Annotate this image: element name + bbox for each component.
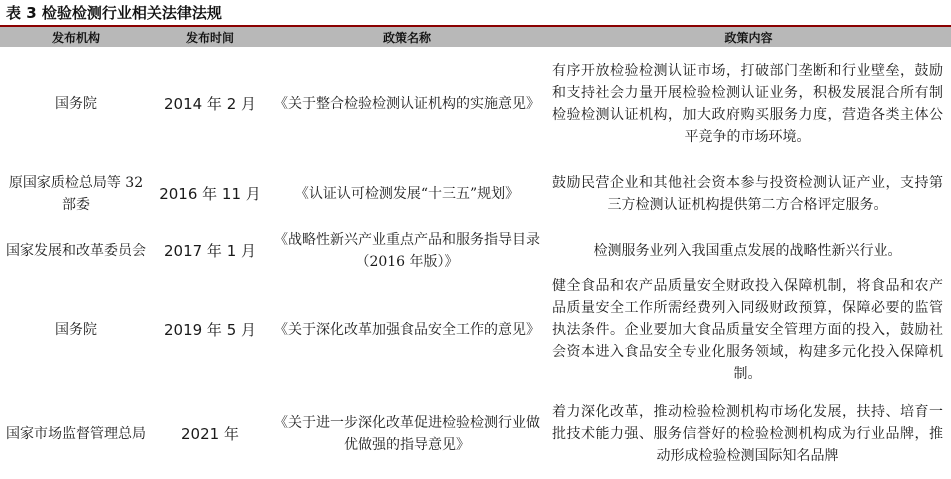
content-text: 鼓励民营企业和其他社会资本参与投资检测认证产业，支持第三方检测认证机构提供第二方合格评定服务。: [552, 174, 943, 213]
header-policy-content: 政策内容: [724, 30, 773, 45]
policy-text: 《关于整合检验检测认证机构的实施意见》: [274, 96, 540, 112]
header-policy-name: 政策名称: [382, 30, 431, 45]
agency-text: 原国家质检总局等 32 部委: [8, 174, 144, 213]
cell-agency: [0, 229, 152, 272]
content-text: 着力深化改革，推动检验检测机构市场化发展，扶持、培育一批技术能力强、服务信誉好的检验检测机构成为行业品牌，推动形成检验检测国际知名品牌: [552, 404, 943, 464]
policy-text: 《战略性新兴产业重点产品和服务指导目录（2016 年版）》: [274, 231, 540, 270]
cell-date: [152, 161, 268, 226]
table-row: [0, 275, 951, 385]
cell-agency: [0, 50, 152, 158]
table-header: [0, 27, 951, 47]
agency-text: 国家市场监督管理总局: [6, 426, 146, 442]
cell-policy: [268, 275, 546, 385]
cell-content: [546, 161, 951, 226]
cell-date: [152, 229, 268, 272]
cell-policy: [268, 229, 546, 272]
table-row: [0, 161, 951, 226]
cell-policy: [268, 50, 546, 158]
policy-text: 《关于进一步深化改革促进检验检测行业做优做强的指导意见》: [274, 415, 540, 453]
date-text: 2017 年 1 月: [163, 241, 257, 260]
date-text: 2019 年 5 月: [163, 321, 257, 339]
agency-text: 国家发展和改革委员会: [6, 242, 146, 259]
cell-date: [152, 275, 268, 385]
cell-policy: [268, 161, 546, 226]
cell-date: [152, 50, 268, 158]
header-agency: 发布机构: [51, 30, 100, 45]
cell-content: [546, 50, 951, 158]
agency-text: 国务院: [55, 322, 97, 338]
cell-content: [546, 275, 951, 385]
content-text: 健全食品和农产品质量安全财政投入保障机制，将食品和农产品质量安全工作所需经费列入同级财政预算，保障必要的监管执法条件。企业要加大食品质量安全管理方面的投入，鼓励社会资本进入食品安全专业化服务领域，构建多元化投入保障机制。: [552, 278, 943, 382]
content-text: 有序开放检验检测认证市场，打破部门垄断和行业壁垒，鼓励和支持社会力量开展检验检测认证业务，积极发展混合所有制检验检测认证机构，加大政府购买服务力度，营造各类主体公平竞争的市场环境。: [552, 63, 943, 145]
table-row: [0, 229, 951, 272]
agency-text: 国务院: [55, 96, 97, 112]
date-text: 2014 年 2 月: [163, 95, 257, 113]
cell-agency: [0, 161, 152, 226]
date-text: 2016 年 11 月: [159, 184, 261, 203]
cell-agency: [0, 275, 152, 385]
table-row: [0, 50, 951, 158]
header-date: 发布时间: [185, 30, 234, 45]
table-title: 表 3 检验检测行业相关法律法规: [6, 4, 222, 22]
content-text: 检测服务业列入我国重点发展的战略性新兴行业。: [593, 242, 902, 259]
policy-text: 《关于深化改革加强食品安全工作的意见》: [274, 322, 540, 338]
policy-text: 《认证认可检测发展“十三五”规划》: [294, 185, 520, 202]
cell-content: [546, 229, 951, 272]
date-text: 2021 年: [181, 425, 239, 443]
